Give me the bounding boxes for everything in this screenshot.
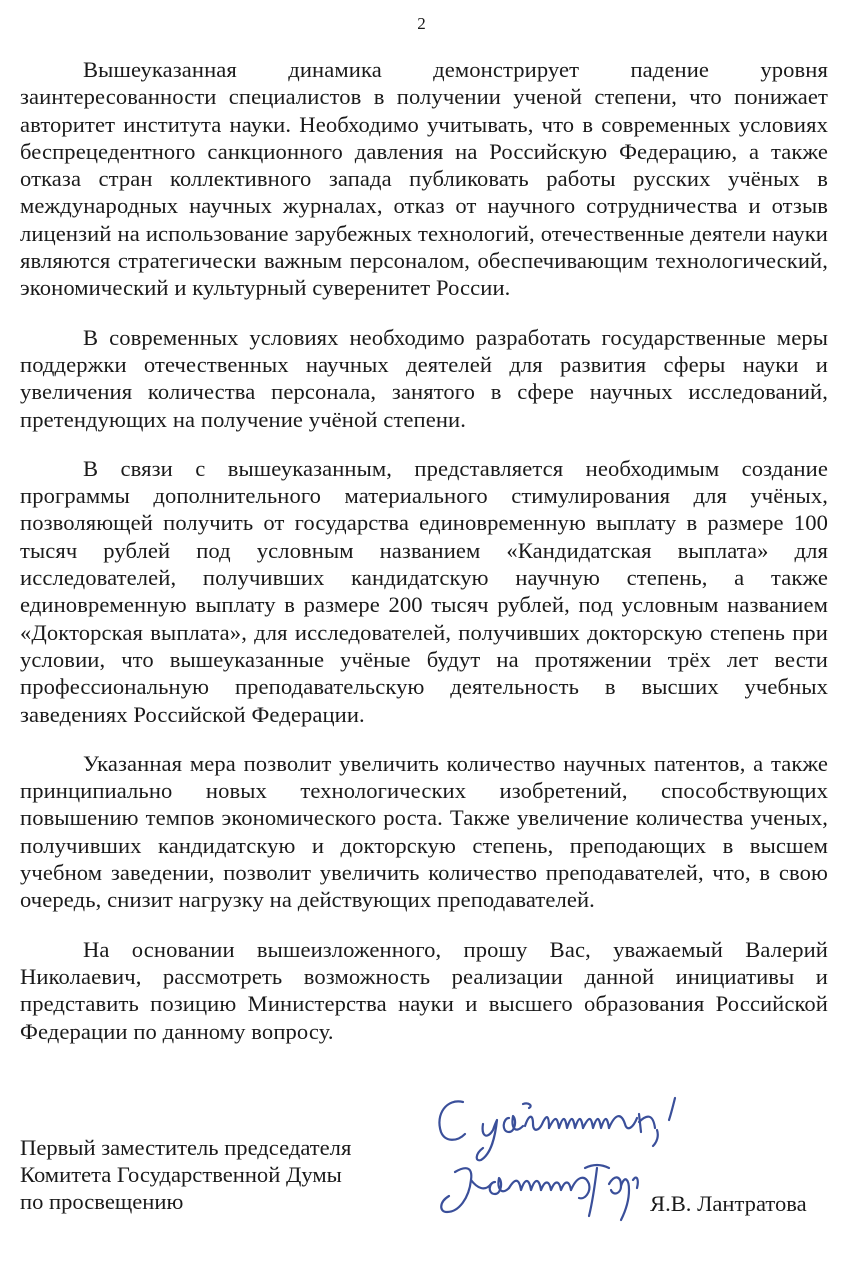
signer-title (20, 1134, 351, 1215)
letter-body (20, 56, 828, 1067)
paragraph-dynamics: Вышеуказанная динамика демонстрирует падение уровня заинтересованности специалистов в получении ученой степени, что понижает авторитет института науки. Необходимо учитывать, что в современных условиях беспрецедентного санкционного давления на Российскую Федерацию, а также отказа стран коллективного запада публиковать работы русских учёных в международных научных журналах, отказ от научного сотрудничества и отзыв лицензий на использование зарубежных технологий, отечественные деятели науки являются стратегически важным персоналом, обеспечивающим технологический, экономический и культурный суверенитет России. (20, 57, 828, 301)
page-number: 2 (417, 14, 426, 33)
paragraph-request: На основании вышеизложенного, прошу Вас, уважаемый Валерий Николаевич, рассмотреть возможность реализации данной инициативы и представить позицию Министерства науки и высшего образования Российской Федерации по данному вопросу. (20, 936, 828, 1044)
signer-name: Я.В. Лантратова (650, 1191, 807, 1216)
signer-title-line: по просвещению (20, 1189, 184, 1214)
signature-block (0, 1080, 843, 1280)
paragraph-payment-program: В связи с вышеуказанным, представляется необходимым создание программы дополнительного материального стимулирования для учёных, позволяющей получить от государства единовременную выплату в размере 100 тысяч рублей под условным названием «Кандидатская выплата» для исследователей, получивших кандидатскую научную степень, а также единовременную выплату в размере 200 тысяч рублей, под условным названием «Докторская выплата», для исследователей, получивших докторскую степень при условии, что вышеуказанные учёные будут на протяжении трёх лет вести профессиональную преподавательскую деятельность в высших учебных заведениях Российской Федерации. (20, 455, 828, 727)
paragraph-support-measures: В современных условиях необходимо разработать государственные меры поддержки отечественных научных деятелей для развития сферы науки и увеличения количества персонала, занятого в сфере научных исследований, претендующих на получение учёной степени. (20, 324, 828, 432)
signer-title-line: Первый заместитель председателя (20, 1135, 352, 1160)
paragraph-expected-effect: Указанная мера позволит увеличить количество научных патентов, а также принципиально новых технологических изобретений, способствующих повышению темпов экономического роста. Также увеличение количества ученых, получивших кандидатскую и докторскую степень, преподающих в высшем учебном заведении, позволит увеличить количество преподавателей, что, в свою очередь, снизит нагрузку на действующих преподавателей. (20, 750, 828, 913)
signer-title-line: Комитета Государственной Думы (20, 1162, 342, 1187)
